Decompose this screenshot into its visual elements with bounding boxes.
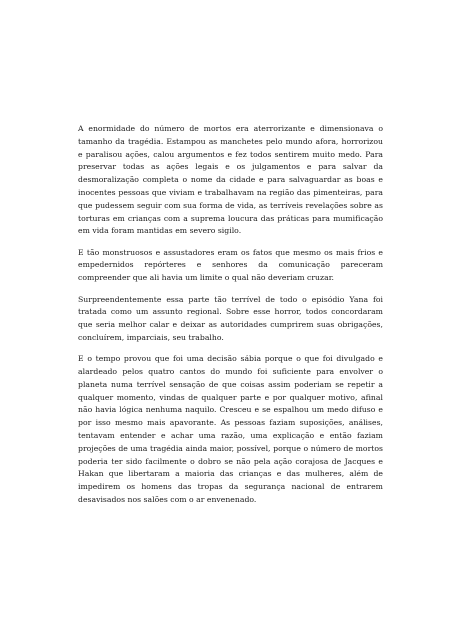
body-text xyxy=(78,123,383,515)
paragraph-2: E tão monstruosos e assustadores eram os fatos que mesmo os mais frios e empedernidos repórteres e senhores da comunicação pareceram compreender que ali havia um limite o qual não deveriam cruzar. xyxy=(78,247,383,283)
paragraph-4: E o tempo provou que foi uma decisão sábia porque o que foi divulgado e alardeado pelos quatro cantos do mundo foi suficiente para envolver o planeta numa terrível sensação de que coisas assim poderiam se repetir a qualquer momento, vindas de qualquer parte e por qualquer motivo, afinal não havia lógica nenhuma naquilo. Cresceu e se espalhou um medo difuso e por isso mesmo mais apavorante. As pessoas faziam suposições, análises, tentavam entender e achar uma razão, uma explicação e então faziam projeções de uma tragédia ainda maior, possível, porque o número de mortos poderia ter sido facilmente o dobro se não pela ação corajosa de Jacques e Hakan que libertaram a maioria das crianças e das mulheres, além de impedirem os homens das tropas da segurança nacional de entrarem desavisados nos salões com o ar envenenado. xyxy=(78,354,383,505)
paragraph-3: Surpreendentemente essa parte tão terrível de todo o episódio Yana foi tratada como um assunto regional. Sobre esse horror, todos concordaram que seria melhor calar e deixar as autoridades cumprirem suas obrigações, concluírem, imparciais, seu trabalho. xyxy=(78,294,383,342)
paragraph-1: A enormidade do número de mortos era aterrorizante e dimensionava o tamanho da tragédia. Estampou as manchetes pelo mundo afora, horrorizou e paralisou ações, calou argumentos e fez todos sentirem muito medo. Para preservar todas as ações legais e os julgamentos e para salvar da desmoralização completa o nome da cidade e para salvaguardar as boas e inocentes pessoas que viviam e trabalhavam na região das pimenteiras, para que pudessem seguir com sua forma de vida, as terríveis revelações sobre as torturas em crianças com a suprema loucura das práticas para mumificação em vida foram mantidas em severo sigilo. xyxy=(78,124,383,236)
